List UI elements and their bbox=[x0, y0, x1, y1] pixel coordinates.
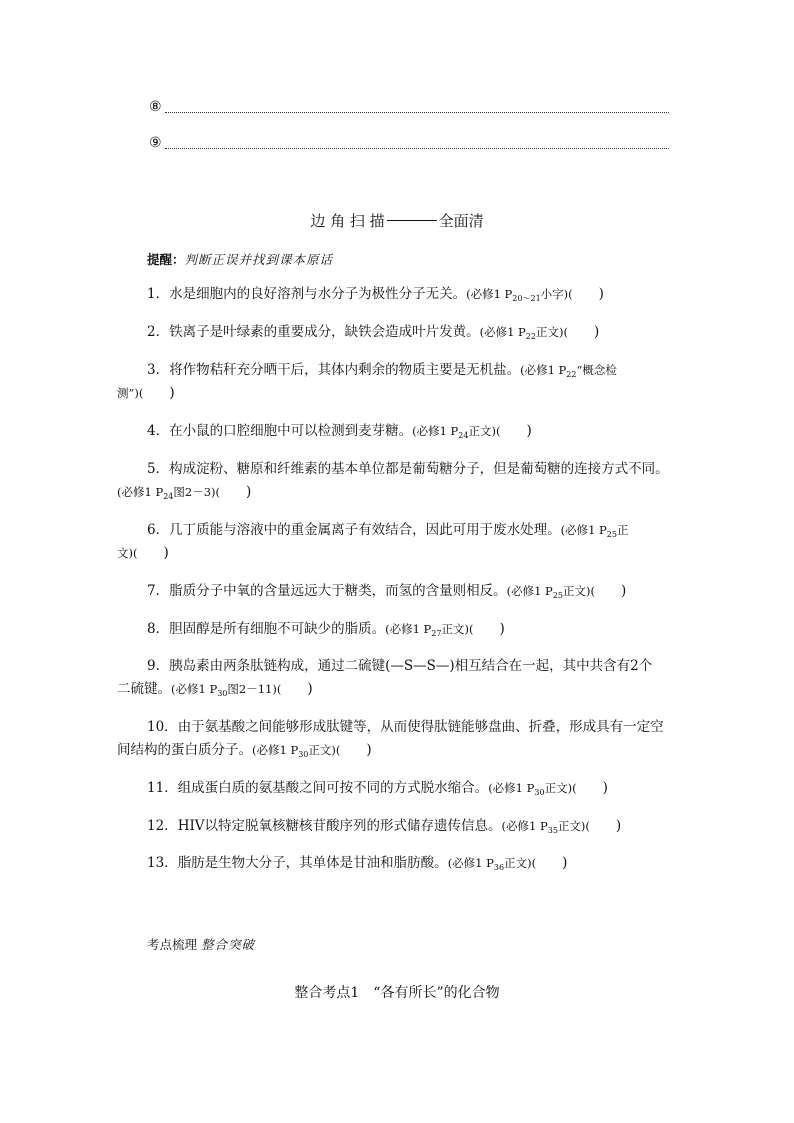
question-1: 1．水是细胞内的良好溶剂与水分子为极性分子无关。(必修1 $P_{20\sim 21}$小字)( ) bbox=[147, 286, 604, 303]
tip-text: 判断正误并找到课本原话 bbox=[184, 252, 334, 267]
question-10: 10．由于氨基酸之间能够形成肽键等，从而使得肽链能够盘曲、折叠，形成具有一定空 bbox=[147, 719, 664, 735]
source-ref: (必修1 $P_{30}$图2－11)( bbox=[171, 682, 282, 698]
tip-label: 提醒： bbox=[147, 252, 185, 267]
source-ref: (必修1 $P_{24}$图2－3)( bbox=[117, 485, 220, 501]
section-label-text: 考点梳理 bbox=[147, 937, 198, 952]
question-8: 8．胆固醇是所有细胞不可缺少的脂质。(必修1 $P_{27}$正文)( ) bbox=[147, 621, 505, 638]
source-ref: (必修1 $P_{20\sim 21}$小字)( bbox=[466, 287, 573, 303]
source-ref: (必修1 $P_{30}$正文)( bbox=[252, 743, 341, 759]
question-4: 4．在小鼠的口腔细胞中可以检测到麦芽糖。(必修1 $P_{24}$正文)( ) bbox=[147, 423, 532, 440]
question-11: 11．组成蛋白质的氨基酸之间可按不同的方式脱水缩合。(必修1 $P_{30}$正文)( ) bbox=[147, 780, 608, 797]
question-13: 13．脂肪是生物大分子，其单体是甘油和脂肪酸。(必修1 $P_{36}$正文)( ) bbox=[147, 855, 568, 872]
section-title bbox=[0, 210, 794, 231]
question-10-cont: 间结构的蛋白质分子。(必修1 $P_{30}$正文)( ) bbox=[117, 742, 372, 759]
topic-heading: 整合考点1 “各有所长”的化合物 bbox=[294, 985, 500, 1001]
source-ref: (必修1 $P_{22}$正文)( bbox=[479, 325, 568, 341]
title-left: 边 角 扫 描 bbox=[310, 212, 385, 230]
dotted-line bbox=[165, 148, 669, 149]
question-12: 12．HIV以特定脱氧核糖核苷酸序列的形式储存遗传信息。(必修1 $P_{35}$正文)( ) bbox=[147, 818, 622, 835]
circled-number-8: ⑧ bbox=[149, 99, 162, 115]
question-5: 5．构成淀粉、糖原和纤维素的基本单位都是葡萄糖分子，但是葡萄糖的连接方式不同。 bbox=[147, 461, 669, 477]
section-label-sub: 整合突破 bbox=[201, 937, 256, 952]
source-ref: (必修1 $P_{25}$正 bbox=[560, 523, 629, 539]
question-9-cont: 二硫键。(必修1 $P_{30}$图2－11)( ) bbox=[117, 681, 313, 698]
question-3: 3．将作物秸秆充分晒干后，其体内剩余的物质主要是无机盐。(必修1 $P_{22}“$概念检 bbox=[147, 362, 617, 379]
dotted-line bbox=[165, 112, 669, 113]
blank-line-9 bbox=[149, 135, 669, 155]
tip-line bbox=[147, 250, 333, 268]
title-right: 全面清 bbox=[438, 212, 484, 230]
question-9: 9．胰岛素由两条肽链构成，通过二硫键(—S—S—)相互结合在一起，其中共含有2个 bbox=[147, 658, 653, 674]
question-6-cont: 文)( ) bbox=[117, 545, 169, 561]
source-ref: (必修1 $P_{27}$正文)( bbox=[385, 622, 474, 638]
source-ref: (必修1 $P_{24}$正文)( bbox=[412, 424, 501, 440]
title-dash bbox=[387, 220, 437, 221]
circled-number-9: ⑨ bbox=[149, 135, 162, 151]
source-ref: (必修1 $P_{36}$正文)( bbox=[447, 856, 537, 872]
question-7: 7．脂质分子中氧的含量远远大于糖类，而氢的含量则相反。(必修1 $P_{25}$正文)( ) bbox=[147, 583, 627, 600]
blank-line-8 bbox=[149, 99, 669, 119]
section-label bbox=[147, 935, 255, 953]
question-5-cont: (必修1 $P_{24}$图2－3)( ) bbox=[117, 484, 252, 501]
source-ref: (必修1 $P_{22}“$概念检 bbox=[520, 363, 617, 379]
source-ref: (必修1 $P_{25}$正文)( bbox=[506, 584, 595, 600]
source-ref: (必修1 $P_{30}$正文)( bbox=[488, 781, 577, 797]
source-ref: (必修1 $P_{35}$正文)( bbox=[501, 819, 590, 835]
question-2: 2．铁离子是叶绿素的重要成分，缺铁会造成叶片发黄。(必修1 $P_{22}$正文)( ) bbox=[147, 324, 600, 341]
question-3-cont: 测”)( ) bbox=[117, 385, 175, 401]
question-6: 6．几丁质能与溶液中的重金属离子有效结合，因此可用于废水处理。(必修1 $P_{25}$正 bbox=[147, 522, 629, 539]
